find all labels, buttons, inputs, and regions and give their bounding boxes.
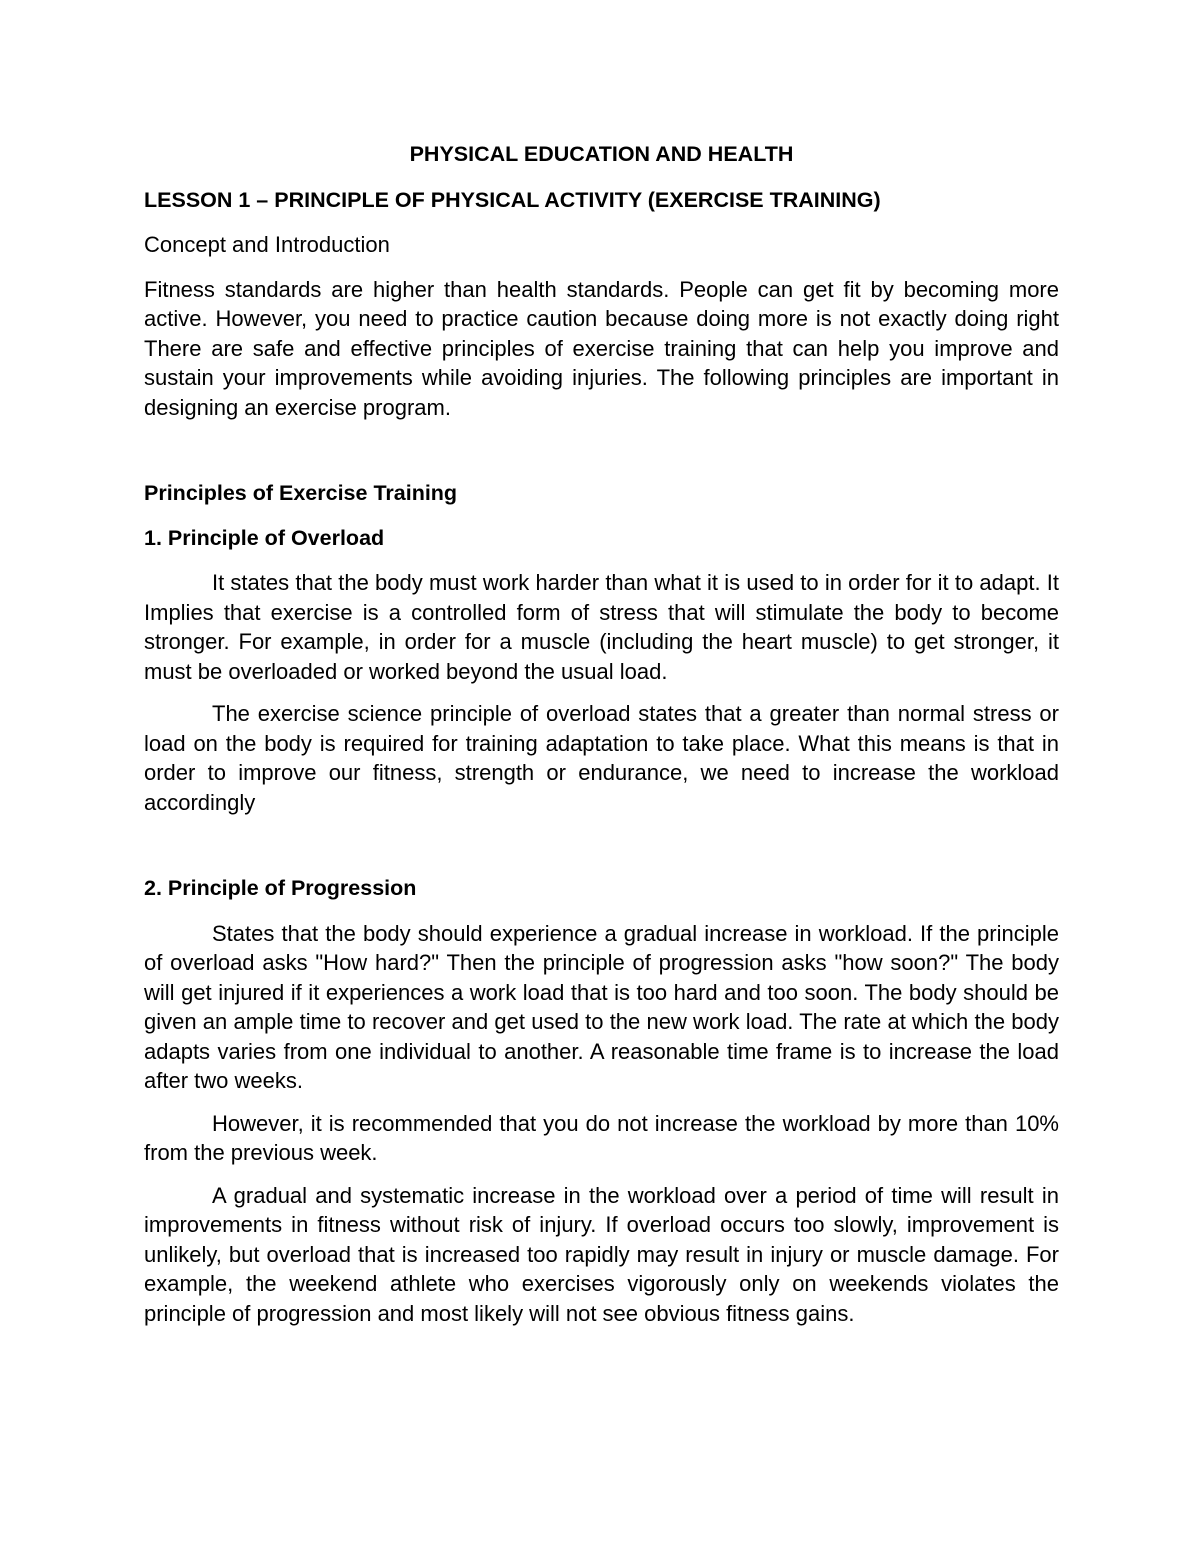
overload-paragraph-1: It states that the body must work harder than what it is used to in order for it to adapt. It Implies that exercise is a controlled form of stress that will stimulate the body to become stronger. For example, in order for a muscle (including the heart muscle) to get stronger, it must be overloaded or worked beyond the usual load.	[144, 570, 1059, 684]
overload-heading: 1. Principle of Overload	[144, 525, 385, 550]
progression-paragraph-3: A gradual and systematic increase in the workload over a period of time will result in improvements in fitness without risk of injury. If overload occurs too slowly, improvement is unlikely, but overload that is increased too rapidly may result in injury or muscle damage. For example, the weekend athlete who exercises vigorously only on weekends violates the principle of progression and most likely will not see obvious fitness gains.	[144, 1182, 1059, 1326]
concept-heading: Concept and Introduction	[144, 232, 390, 257]
progression-heading: 2. Principle of Progression	[144, 876, 417, 900]
progression-paragraph-2: However, it is recommended that you do not increase the workload by more than 10% from the previous week.	[144, 1110, 1059, 1165]
lesson-title: LESSON 1 – PRINCIPLE OF PHYSICAL ACTIVITY (EXERCISE TRAINING)	[144, 187, 881, 212]
spacer	[144, 830, 1059, 874]
document-title: PHYSICAL EDUCATION AND HEALTH	[409, 142, 794, 166]
intro-paragraph: Fitness standards are higher than health standards. People can get fit by becoming more active. However, you need to practice caution because doing more is not exactly doing right There are safe and effective principles of exercise training that can help you improve and sustain your improvements while avoiding injuries. The following principles are important in designing an exercise program.	[144, 276, 1059, 420]
principles-heading: Principles of Exercise Training	[144, 481, 458, 505]
document-page	[144, 140, 1059, 1341]
spacer	[144, 435, 1059, 479]
progression-paragraph-1: States that the body should experience a gradual increase in workload. If the principle of overload asks "How hard?" Then the principle of progression asks "how soon?" The body will get injured if it experiences a work load that is too hard and too soon. The body should be given an ample time to recover and get used to the new work load. The rate at which the body adapts varies from one individual to another. A reasonable time frame is to increase the load after two weeks.	[144, 920, 1059, 1093]
overload-paragraph-2: The exercise science principle of overload states that a greater than normal stress or load on the body is required for training adaptation to take place. What this means is that in order to improve our fitness, strength or endurance, we need to increase the workload accordingly	[144, 701, 1059, 815]
